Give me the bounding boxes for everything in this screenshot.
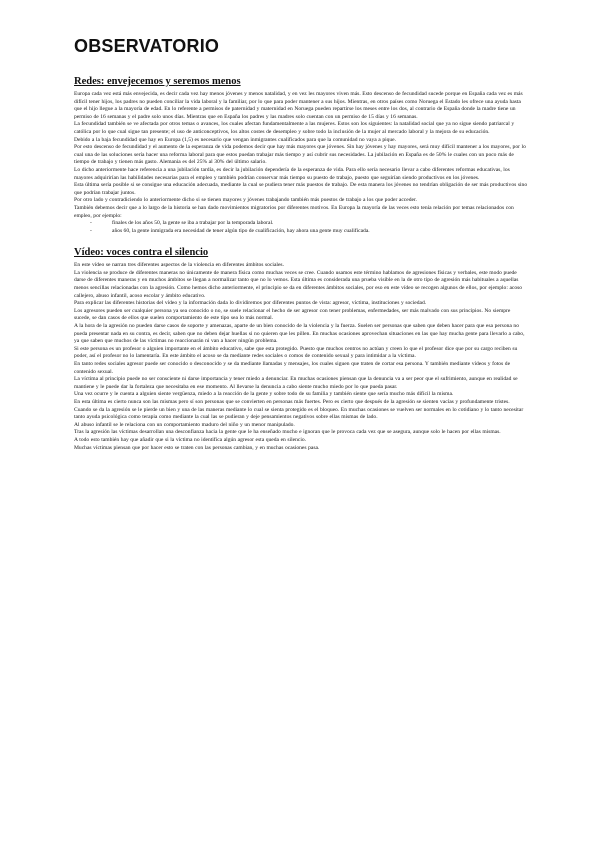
paragraph: Lo dicho anteriormente hace referencia a una jubilación tardía, es decir la jubilación dependería de la esperanza de vida. Para ello sería necesario llevar a cabo diferentes reformas educativas, los mayores adquirirían las habilidades necesarias para el empleo y también podrían conservar más tiempo su puesto de trabajo, puesto que seguirían siendo productivos en los jóvenes. (74, 166, 510, 181)
paragraph: Cuando se da la agresión se le pierde un bien y una de las maneras mediante lo cual se sienta protegido es el bloqueo. En muchas ocasiones se vuelven ser normales en lo cotidiano y lo tanto necesitar tanto ayuda psicológica como terapia como mediante la cual las se pudieran y deje pensamientos negativos sobre ellas mismas de lado. (74, 406, 524, 421)
section-heading-video: Vídeo: voces contra el silencio (74, 247, 209, 259)
paragraph: En este vídeo se narran tres diferentes aspectos de la violencia en diferentes ámbitos sociales. (74, 262, 284, 269)
paragraph: Esta última sería posible si se consigue una educación adecuada, mediante la cual se pudiera tener más puestos de trabajo. De esta manera los jóvenes no tendrían obligación de ser más productivos sino que podrían trabajar juntos. (74, 182, 528, 196)
paragraph: A la hora de la agresión no pueden darse casos de soporte y amenazas, aparte de un bien conocido de la violencia y la fuerza. Suelen ser personas que saben que deben hacer para que esa persona no pueda presentar nada en su contra, es decir, saben que no deben dejar huellas si no quieren que les pillen. En muchas ocasiones aprovechan situaciones en las que hay mucha gente para llevarlo a cabo, ya que saben que muchos de las víctimas no reaccionarán ni van a hacer ningún problema. (74, 323, 525, 345)
paragraph: Los agresores pueden ser cualquier persona ya sea conocido o no, se suele relacionar el hecho de ser agresor con tener problemas, enfermedades, ser más malvado con sus principios. No siempre sucede, se dan casos de ellos que suelen comportamiento de este tipo sea lo más normal. (74, 307, 511, 322)
dash-icon: - (90, 227, 92, 234)
paragraph: La víctima al principio puede no ser consciente ni darse importancia y tener miedo a denunciar. En muchas ocasiones piensan que la denuncia va a ser peor que el sufrimiento, aunque en realidad se mantiene y le puede dar la fortaleza que necesitaba en ese momento. Al llevarse la denuncia a cabo siente mucho miedo por lo que pueda pasar. (74, 376, 518, 390)
list-item-text: finales de los años 50, la gente se iba a trabajar por la temporada laboral. (112, 220, 274, 227)
list-item (90, 228, 528, 236)
paragraph: Una vez ocurre y le cuenta a alguien siente vergüenza, miedo a la reacción de la gente y sobre todo de su familia y también siente que sería mucho más difícil la misma. (74, 391, 454, 398)
paragraph: Muchas víctimas piensan que por hacer esto se traten con las personas cambian, y en muchas ocasiones pasa. (74, 444, 320, 451)
paragraph: Por esto descenso de fecundidad y el aumento de la esperanza de vida podemos decir que hay más mayores que jóvenes. Sin hay jóvenes y hay mayores, será muy difícil mantener a los mayores, por lo cual una de las soluciones sería hacer una reforma laboral para que estos puedan trabajar más tiempo y así cubrir sus necesidades. La jubilación en España es de 50% le cuales con un poco más de tiempo de trabajo y tienen más gasto. Alemania es del 25% al 30% del último salario. (74, 144, 526, 166)
paragraph: A todo esto también hay que añadir que si la víctima no identifica algún agresor esta queda en silencio. (74, 436, 307, 443)
paragraph: Tras la agresión las víctimas desarrollan una desconfianza hacia la gente que le ha enseñado mucho e ignoran que le provoca cada vez que se asegura, aunque solo le hacen por ellas mismas. (74, 429, 501, 436)
paragraph: Debido a la baja fecundidad que hay en Europa (1,5) es necesario que vengan inmigrantes cualificados para que la comunidad no vaya a pique. (74, 136, 397, 143)
list-item (90, 220, 528, 228)
paragraph: Por otro lado y contradiciendo lo anteriormente dicho si se tienen mayores y jóvenes trabajando también más puestos de trabajo a los que poder acceder. (74, 197, 417, 204)
paragraph: La violencia se produce de diferentes maneras no únicamente de manera física como muchas veces se cree. Cuando usamos este término hablamos de agresiones físicas y verbales, este modo puede darse de diferentes maneras y en muchos ámbitos se llegan a normalizar tanto que no lo vemos. Esta última es considerada una prueba visible en la de otro tipo de agresión más habituales a aquellas menos sencillas relacionadas con la agresión. Como hemos dicho anteriormente, el principio se da en diferentes ámbitos sociales, por eso en este vídeo se recogen algunos de ellos, por ejemplo: acoso callejero, abuso infantil, acoso escolar y ámbito educativo. (74, 269, 523, 299)
section-heading-redes: Redes: envejecemos y seremos menos (74, 76, 241, 87)
bullet-list (74, 220, 528, 235)
paragraph: La fecundidad también se ve afectada por otros temas o avances, los cuales afectan fundamentalmente a las mujeres. Estos son los siguientes: la natalidad social que ya no sigue siendo patriarcal y católica por lo que cual sigue tan presente; el uso de anticonceptivos, los altos costes de desempleo y sobre todo la inclusión de la mujer al mercado laboral y la mejora de su educación. (74, 121, 515, 135)
paragraph: En esta última es cierto nunca son las mismas pero sí son personas que se convierten en personas más fuertes. Pero es cierto que después de la agresión se sienten vacías y profundamente tristes. (74, 398, 510, 405)
list-item-text: años 60, la gente inmigrada era necesidad de tener algún tipo de cualificación, hay ahora una gente muy cualificada. (112, 227, 370, 234)
section-video (74, 247, 528, 452)
document-title: OBSERVATORIO (74, 36, 220, 56)
dash-icon: - (90, 220, 92, 227)
paragraph: Si este persona es un profesor o alguien importante en el ámbito educativo, sabe que esta protegido. Puesto que muchos centros no actúan y creen lo que el profesor dice que por su cargo reciben su poder, así el profesor no lo lamentaría. En este ámbito el acoso se da mediante redes sociales o comos de contenido sexual y para intimidar a la víctima. (74, 345, 518, 360)
paragraph: Para explicar las diferentes historias del vídeo y la información dada lo dividiremos por diferentes puntos de vista: agresor, víctima, instituciones y sociedad. (74, 300, 427, 307)
paragraph: También debemos decir que a lo largo de la historia se han dado movimientos migratorios por diferentes motivos. En Europa la mayoría de las veces esto tenía relación por temas relacionados con empleo, por ejemplo: (74, 204, 514, 219)
section-redes (74, 76, 528, 235)
document-page (74, 36, 528, 464)
paragraph: Al abuso infantil se le relaciona con un comportamiento maduro del niño y un menor manipulado. (74, 421, 295, 428)
paragraph: En tanto redes sociales agresor puede ser conocido o desconocido y se da mediante llamadas y mensajes, los cuales siguen que traten de cortar esa persona. Y también mediante vídeos y fotos de contenido sexual. (74, 361, 511, 375)
paragraph: Europa cada vez está más envejecida, es decir cada vez hay menos jóvenes y menos natalidad, y en vez les mayores viven más. Esto descenso de fecundidad sucede porque en España cada vez es más difícil tener hijos, los padres no pueden conciliar la vida laboral y la familiar, por lo que para poder mantener a sus hijos. Mientras, en otros países como Noruega el Estado les ofrece una ayuda hasta que el hijo llegue a la mayoría de edad. En lo referente a permisos de paternidad y maternidad en Noruega pueden repartirse los meses entre los dos, al contrario de España donde la madre tiene un permiso de 16 semanas y el padre solo unos días. Mientras que en España los padres y las madres solo cuentan con un permiso de 15 días y 16 semanas. (74, 91, 523, 120)
